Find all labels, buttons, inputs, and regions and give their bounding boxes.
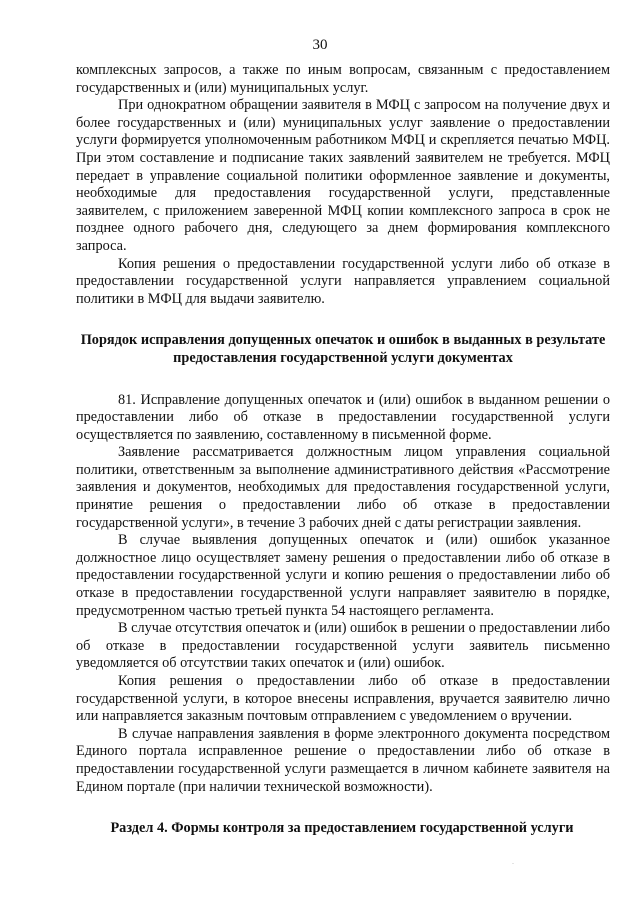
paragraph: В случае направления заявления в форме электронного документа посредством Единого портала исправленное решение о предоставлении либо об отказе в предоставлении государственной услуги размещается в личном кабинете заявителя на Едином портале (при наличии технической возможности). xyxy=(76,725,610,795)
paragraph: Заявление рассматривается должностным лицом управления социальной политики, ответственным за выполнение административного действия «Рассмотрение заявления и документов, необходимых для предоставления государственной услуги, принятие решения о предоставлении либо об отказе в предоставлении государственной услуги», в течение 3 рабочих дней с даты регистрации заявления. xyxy=(76,444,610,531)
page-number: 30 xyxy=(312,37,328,53)
paragraph: Копия решения о предоставлении государственной услуги либо об отказе в предоставлении государственной услуги направляется управлением социальной политики в МФЦ для выдачи заявителю. xyxy=(76,255,610,307)
paragraph: комплексных запросов, а также по иным вопросам, связанным с предоставлением государственных и (или) муниципальных услуг. xyxy=(76,62,610,96)
paragraph: В случае отсутствия опечаток и (или) ошибок в решении о предоставлении либо об отказе в предоставлении государственной услуги заявитель письменно уведомляется об отсутствии таких опечаток и (или) ошибок. xyxy=(76,620,610,672)
corner-mark: . xyxy=(512,857,514,866)
paragraph-item-81: 81. Исправление допущенных опечаток и (или) ошибок в выданном решении о предоставлении либо об отказе в предоставлении государственной услуги осуществляется по заявлению, составленному в письменной форме. xyxy=(76,391,610,443)
section-heading: Порядок исправления допущенных опечаток и ошибок в выданных в результате предоставления государственной услуги документах xyxy=(80,332,606,366)
paragraph: При однократном обращении заявителя в МФЦ с запросом на получение двух и более государственных и (или) муниципальных услуг заявление о предоставлении услуги формируется уполномоченным работником МФЦ и скрепляется печатью МФЦ. При этом составление и подписание таких заявлений заявителем не требуется. МФЦ передает в управление социальной политики оформленное заявление и документы, необходимые для предоставления государственной услуги, представленные заявителем, с приложением заверенной МФЦ копии комплексного запроса в срок не позднее одного рабочего дня, следующего за днем формирования комплексного запроса. xyxy=(76,97,610,254)
section-4-title: Раздел 4. Формы контроля за предоставлением государственной услуги xyxy=(110,820,574,837)
paragraph: Копия решения о предоставлении либо об отказе в предоставлении государственной услуги, в которое внесены исправления, вручается заявителю лично или направляется заказным почтовым отправлением с уведомлением о вручении. xyxy=(76,673,610,725)
paragraph: В случае выявления допущенных опечаток и (или) ошибок указанное должностное лицо осуществляет замену решения о предоставлении либо об отказе в предоставлении государственной услуги и копию решения о предоставлении либо об отказе в предоставлении государственной услуги направляет заявителю в порядке, предусмотренном частью третьей пункта 54 настоящего регламента. xyxy=(76,532,610,619)
page-content xyxy=(76,62,610,838)
